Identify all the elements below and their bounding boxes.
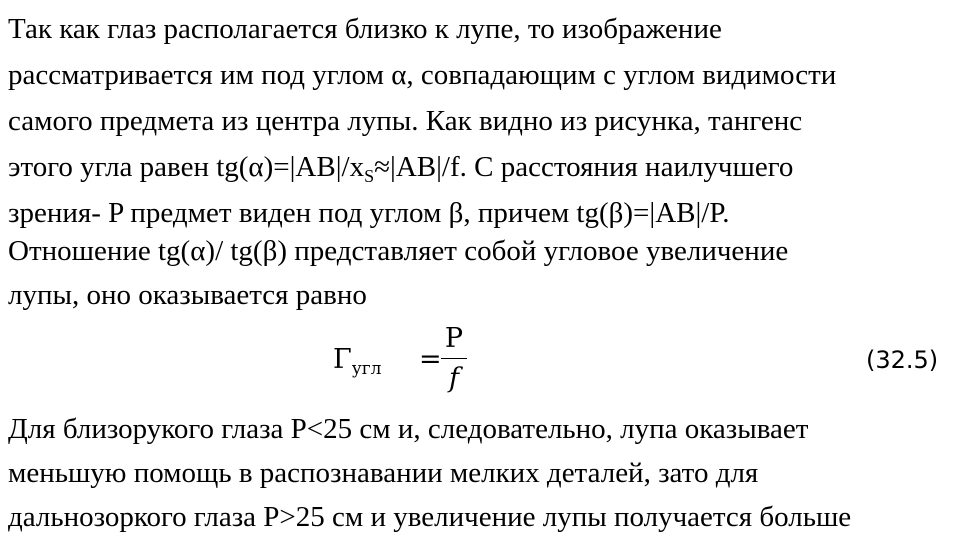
- equation-number: (32.5): [866, 346, 939, 374]
- text-line-4: [8, 150, 793, 187]
- fraction-bar: [441, 358, 467, 359]
- text-line-9: меньшую помощь в распознавании мелких деталей, зато для: [8, 457, 759, 489]
- equals-sign: =: [419, 344, 442, 375]
- text-line-4-end: ≈|AB|/f. С расстояния наилучшего: [374, 151, 794, 183]
- formula-lhs: [333, 344, 382, 379]
- text-line-1: Так как глаз располагается близко к лупе, то изображение: [8, 13, 722, 45]
- text-line-6: Отношение tg(α)/ tg(β) представляет собой угловое увеличение: [8, 235, 789, 267]
- fraction-denominator: f: [449, 363, 459, 394]
- fraction: [441, 322, 467, 397]
- text-line-7: лупы, оно оказывается равно: [8, 279, 367, 311]
- gamma-symbol: Γ: [333, 344, 352, 375]
- subscript-s: S: [364, 166, 375, 186]
- text-line-3: самого предмета из центра лупы. Как видно из рисунка, тангенс: [8, 105, 803, 137]
- text-line-4-start: этого угла равен tg(α)=|AB|/x: [8, 151, 365, 183]
- text-line-5: зрения- P предмет виден под углом β, причем tg(β)=|AB|/P.: [8, 197, 730, 229]
- gamma-subscript: угл: [351, 359, 382, 379]
- text-line-10: дальнозоркого глаза P>25 см и увеличение лупы получается больше: [8, 501, 852, 533]
- text-line-2: рассматривается им под углом α, совпадающим с углом видимости: [8, 59, 837, 91]
- fraction-numerator: P: [444, 323, 464, 354]
- text-line-8: Для близорукого глаза P<25 см и, следовательно, лупа оказывает: [8, 413, 809, 445]
